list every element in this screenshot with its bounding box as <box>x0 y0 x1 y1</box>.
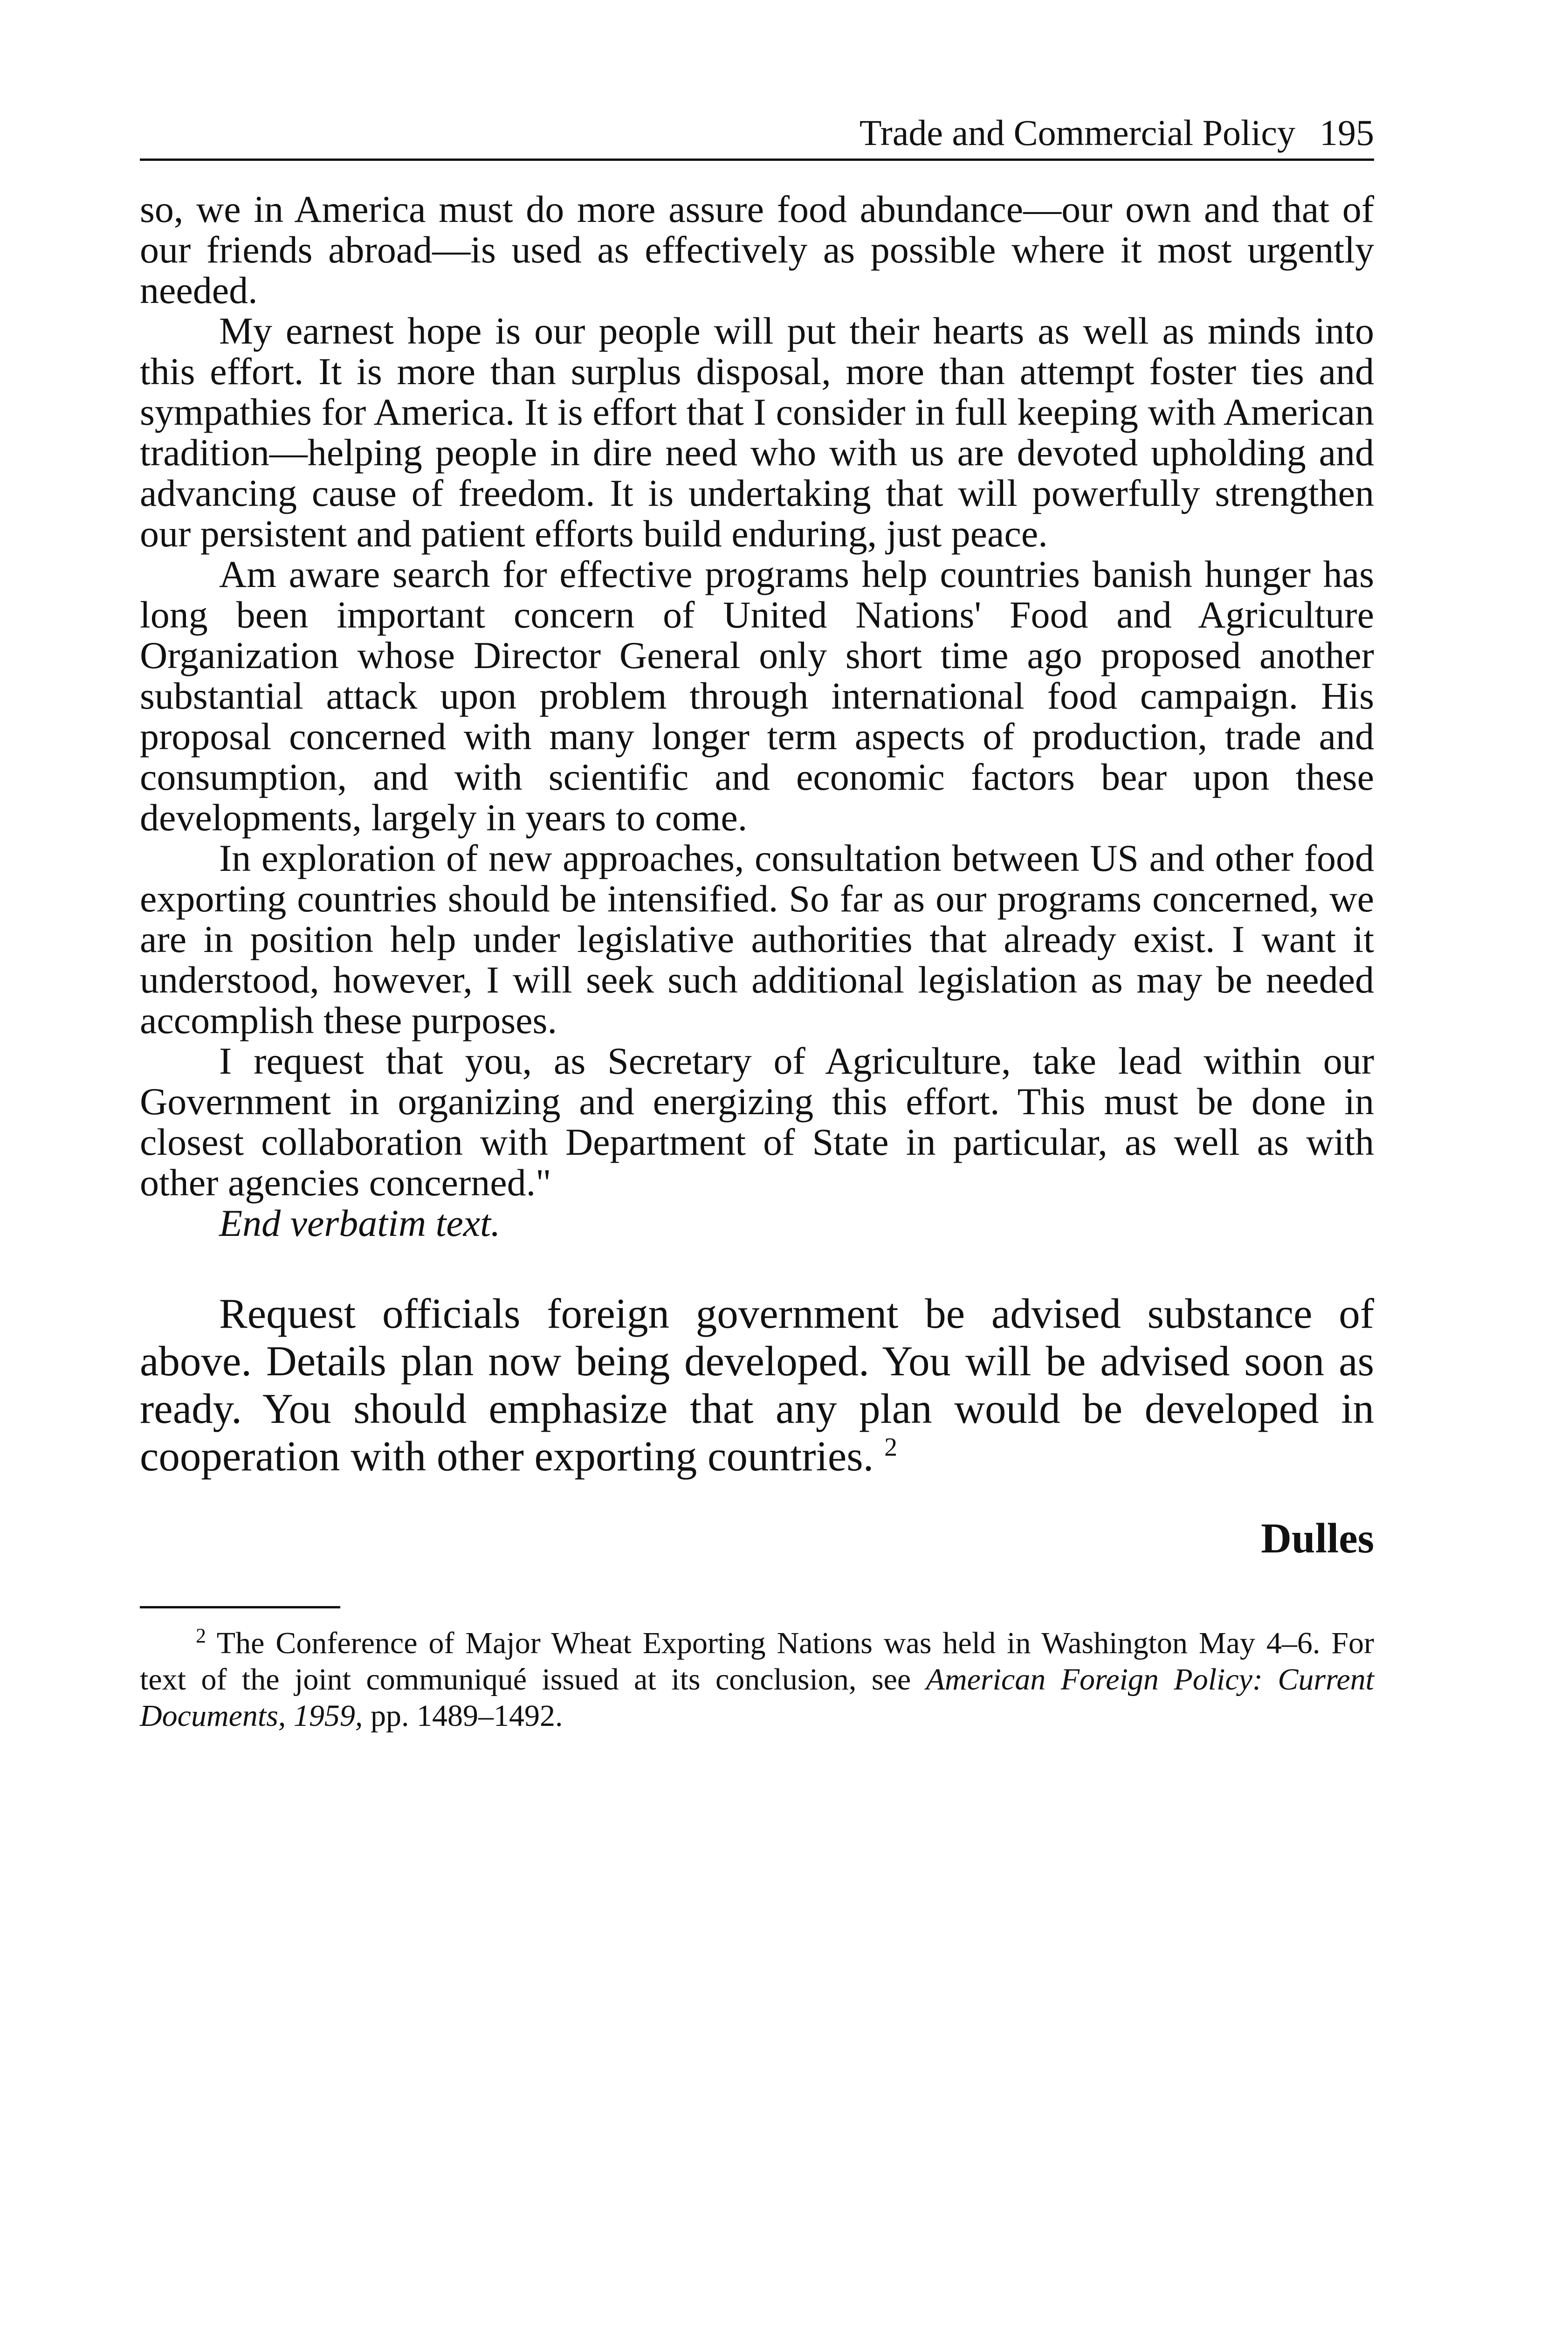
paragraph-2: My earnest hope is our people will put their hearts as well as minds into this effort. It is more than surplus disposal, more than attempt foster ties and sympathies for America. It is effort that I consider in full keeping with American tradition—helping people in dire need who with us are devoted upholding and advancing cause of freedom. It is undertaking that will powerfully strengthen our persistent and patient efforts build enduring, just peace. <box>140 310 1374 555</box>
paragraph-1: so, we in America must do more assure food abundance—our own and that of our friends abroad—is used as effectively as possible where it most urgently needed. <box>140 188 1374 311</box>
paragraph-4: In exploration of new approaches, consultation between US and other food exporting countries should be intensified. So far as our programs concerned, we are in position help under legislative authorities that already exist. I want it understood, however, I will seek such additional legislation as may be needed accomplish these purposes. <box>140 837 1374 1041</box>
footnote-marker: 2 <box>196 1624 206 1647</box>
paragraph-6-text: Request officials foreign government be advised substance of above. Details plan now being developed. You will be advised soon as ready. You should emphasize that any plan would be developed in cooperation with other exporting countries. <box>140 1290 1374 1480</box>
running-head-title: Trade and Commercial Policy <box>859 112 1295 153</box>
paragraph-5: I request that you, as Secretary of Agriculture, take lead within our Government in organizing and energizing this effort. This must be done in closest collaboration with Department of State in particular, as well as with other agencies concerned." <box>140 1040 1374 1204</box>
footnote-divider <box>140 1606 340 1608</box>
footnote-source-title: American Foreign Policy: Current Documents, 1959, <box>140 1662 1374 1733</box>
footnote-text-1: The Conference of Major Wheat Exporting Nations was held in Washington May 4–6. For text of the joint communiqué issued at its conclusion, see <box>140 1626 1374 1697</box>
paragraph-3: Am aware search for effective programs help countries banish hunger has long been important concern of United Nations' Food and Agriculture Organization whose Director General only short time ago proposed another substantial attack upon problem through international food campaign. His proposal concerned with many longer term aspects of production, trade and consumption, and with scientific and economic factors bear upon these developments, largely in years to come. <box>140 553 1374 839</box>
end-verbatim-note: End verbatim text. <box>219 1202 501 1244</box>
instruction-paragraph <box>140 1290 1374 1480</box>
page-number: 195 <box>1320 112 1374 153</box>
signature: Dulles <box>1261 1515 1374 1562</box>
footnote-reference: 2 <box>884 1433 898 1462</box>
footnote-text-2: pp. 1489–1492. <box>363 1699 563 1733</box>
document-page <box>140 107 1374 1734</box>
quoted-text-block <box>140 189 1374 1243</box>
footnote <box>140 1625 1374 1734</box>
running-head <box>140 107 1374 161</box>
